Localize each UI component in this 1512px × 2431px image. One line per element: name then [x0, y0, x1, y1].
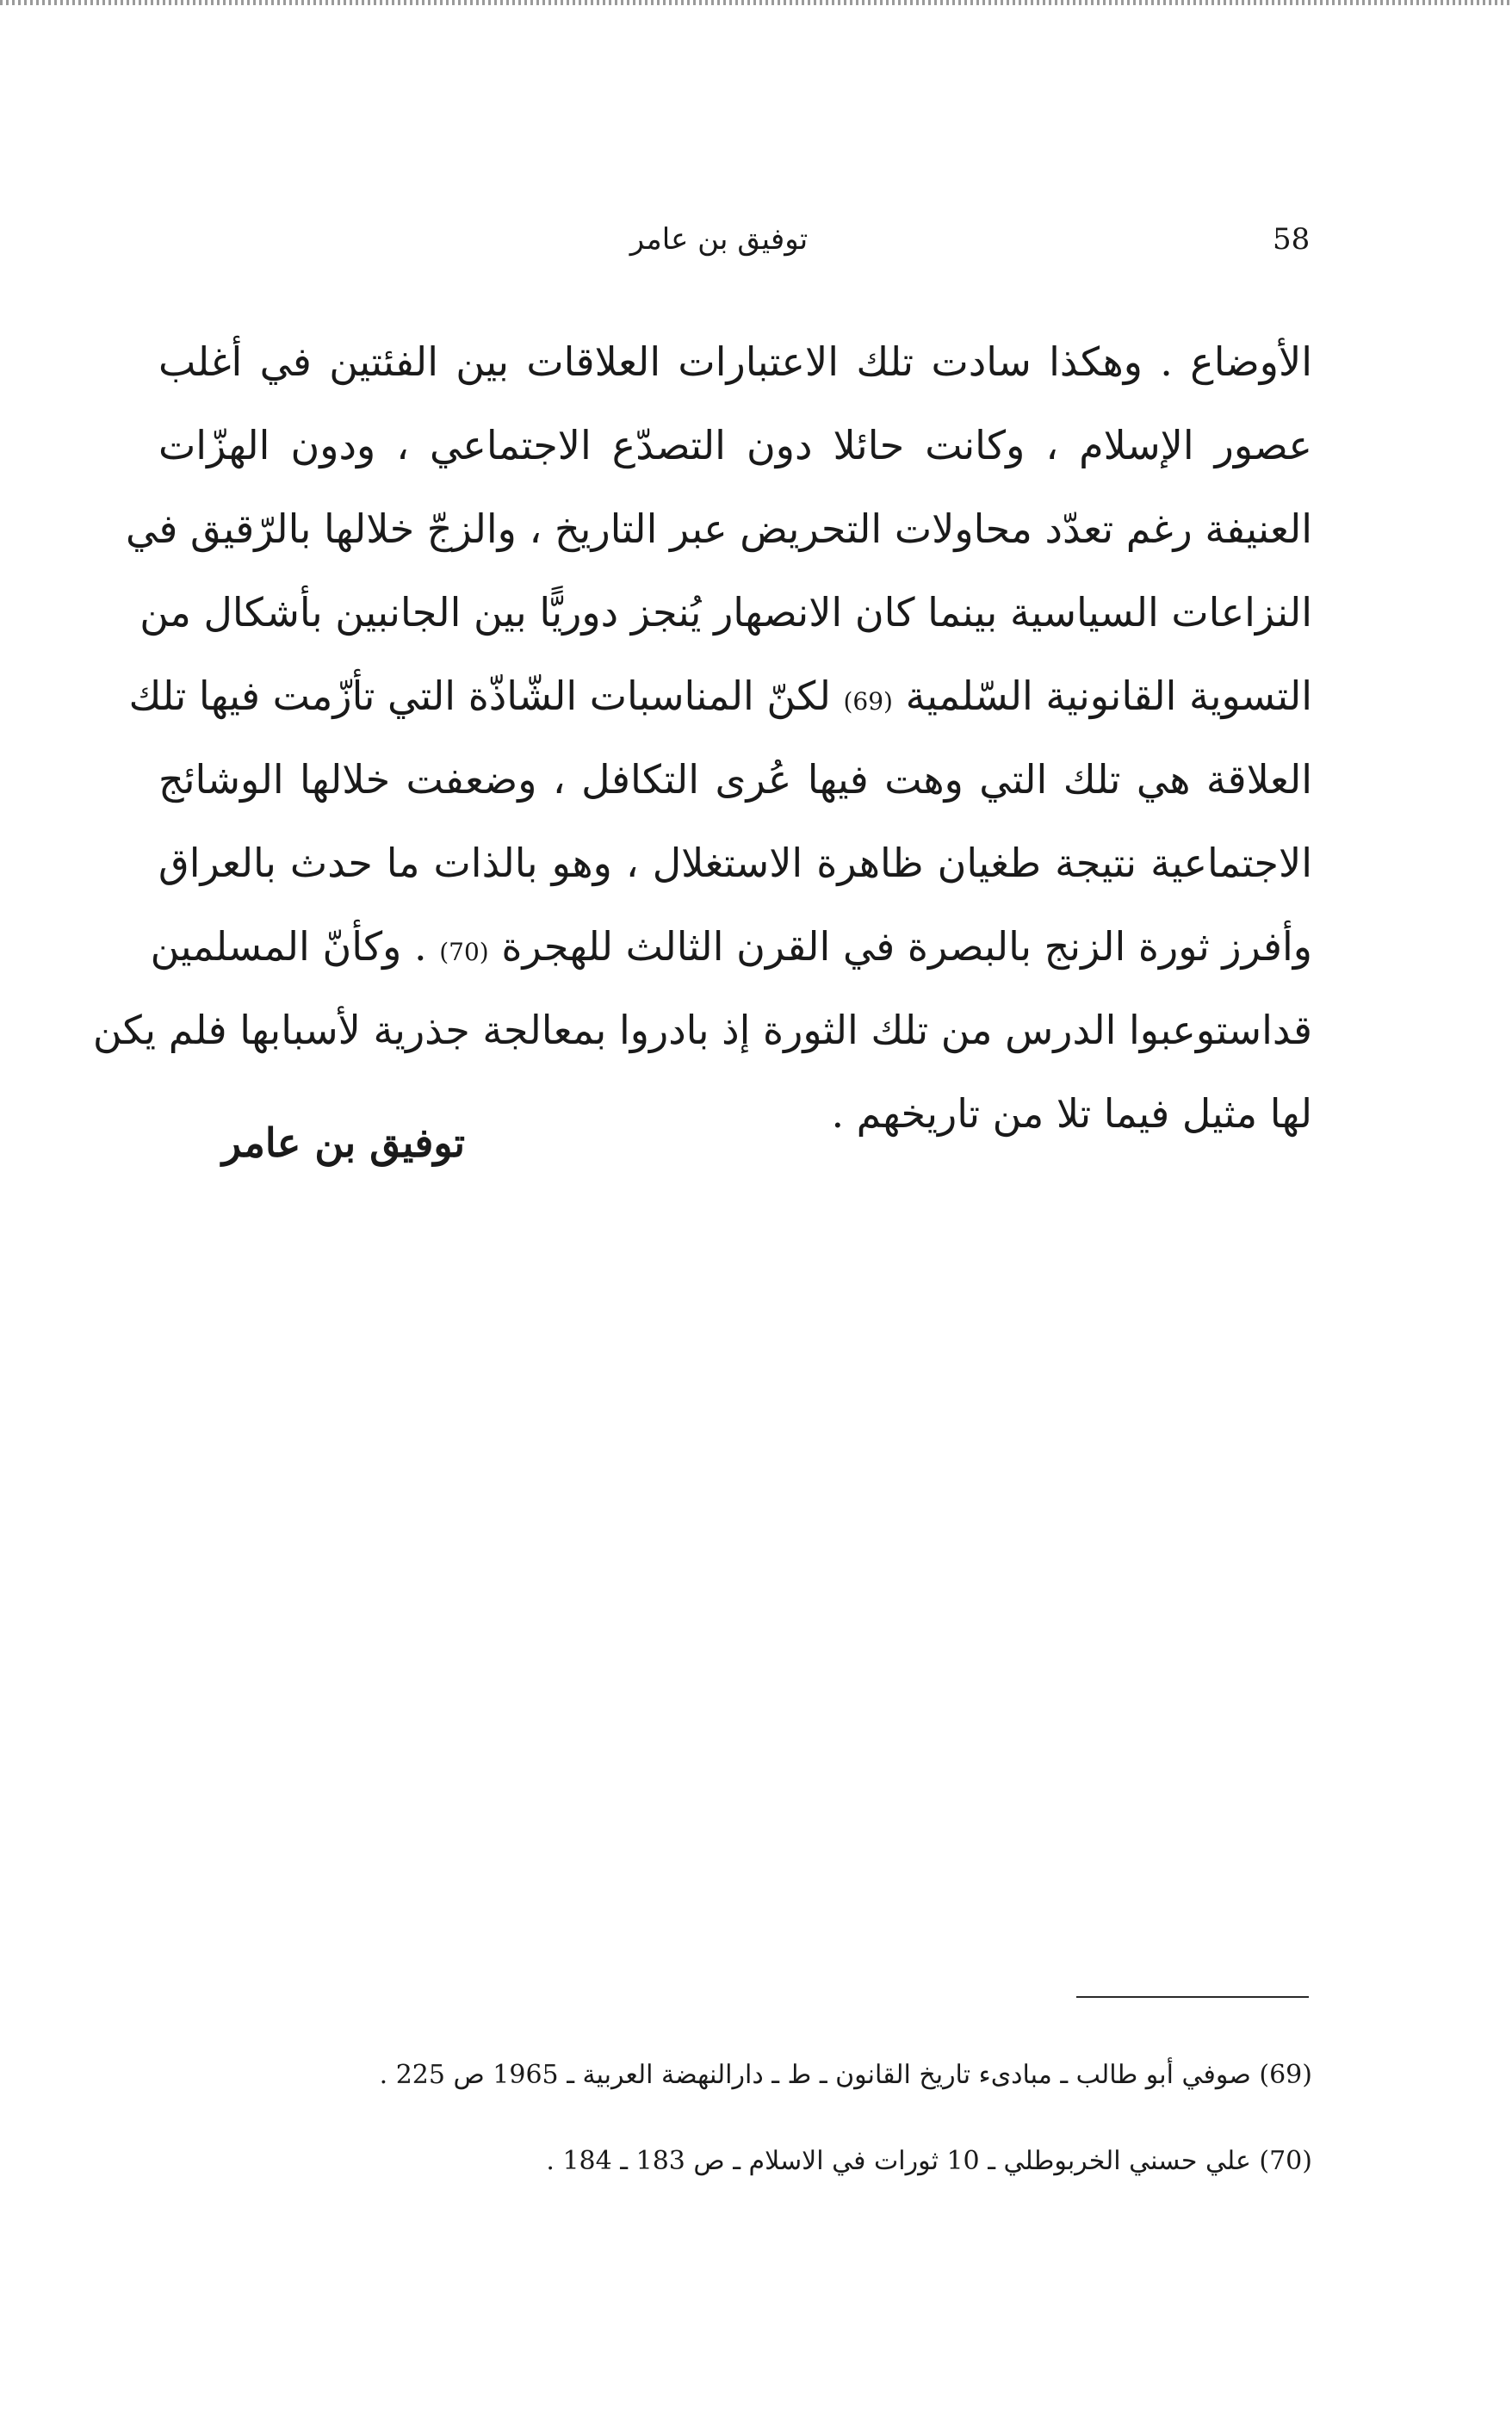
footnote-ref-69: (69)	[843, 687, 893, 716]
footnote-70: (70) علي حسني الخربوطلي ـ 10 ثورات في الاسلام ـ ص 183 ـ 184 .	[546, 2146, 1312, 2176]
text-segment: التسوية القانونية السّلمية	[905, 673, 1312, 719]
text-line: الأوضاع . وهكذا سادت تلك الاعتبارات العلاقات بين الفئتين في أغلب	[158, 338, 1312, 385]
text-line: النزاعات السياسية بينما كان الانصهار يُنجز دوريًّا بين الجانبين بأشكال من	[139, 589, 1312, 636]
page-number: 58	[1273, 222, 1311, 257]
footnote-69: (69) صوفي أبو طالب ـ مبادىء تاريخ القانون ـ ط ـ دارالنهضة العربية ـ 1965 ص 225 .	[379, 2060, 1312, 2090]
running-head: توفيق بن عامر	[629, 222, 809, 257]
footnote-ref-70: (70)	[439, 938, 489, 966]
text-line: العنيفة رغم تعدّد محاولات التحريض عبر التاريخ ، والزجّ خلالها بالرّقيق في	[126, 505, 1312, 552]
text-line: لها مثيل فيما تلا من تاريخهم .	[831, 1090, 1312, 1137]
text-line: الاجتماعية نتيجة طغيان ظاهرة الاستغلال ، وهو بالذات ما حدث بالعراق	[158, 840, 1312, 886]
text-segment: . وكأنّ المسلمين	[150, 923, 427, 970]
footnote-divider	[1076, 1996, 1309, 1998]
text-line: عصور الإسلام ، وكانت حائلا دون التصدّع الاجتماعي ، ودون الهزّات	[158, 422, 1312, 468]
text-line: قداستوعبوا الدرس من تلك الثورة إذ بادروا بمعالجة جذرية لأسبابها فلم يكن	[92, 1007, 1312, 1053]
text-line	[128, 654, 1312, 738]
scan-top-edge	[0, 0, 1512, 5]
body-text	[92, 320, 1312, 1156]
text-segment: وأفرز ثورة الزنج بالبصرة في القرن الثالث للهجرة	[501, 923, 1312, 970]
footnotes	[172, 2032, 1312, 2205]
text-line: العلاقة هي تلك التي وهت فيها عُرى التكافل ، وضعفت خلالها الوشائج	[158, 756, 1312, 803]
author-signature: توفيق بن عامر	[221, 1119, 465, 1166]
text-line	[150, 905, 1312, 989]
text-segment: لكنّ المناسبات الشّاذّة التي تأزّمت فيها تلك	[128, 673, 831, 719]
